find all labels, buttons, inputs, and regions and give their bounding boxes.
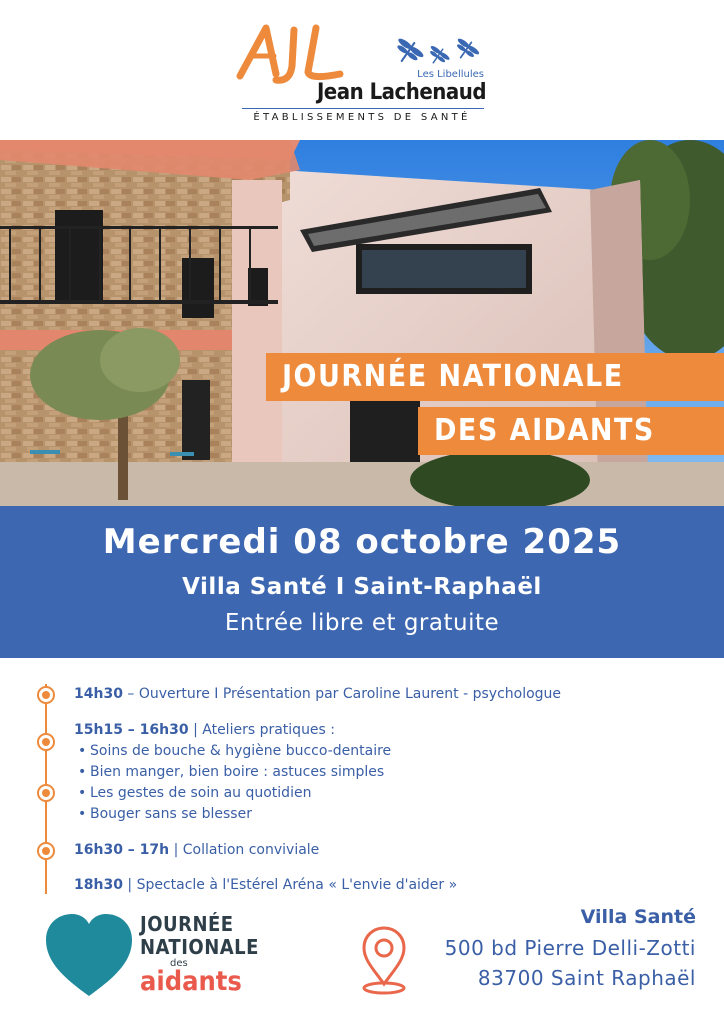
program-separator: –: [122, 686, 139, 702]
program-text: Ouverture I Présentation par Caroline Laurent - psychologue: [138, 686, 562, 702]
jna-line4: aidants: [140, 966, 242, 997]
program-subitem: • Les gestes de soin au quotidien: [90, 785, 311, 801]
event-title-line2: DES AIDANTS: [418, 407, 724, 455]
program-separator: |: [188, 722, 203, 738]
jna-line3: des: [170, 958, 188, 969]
event-date: Mercredi 08 octobre 2025: [102, 522, 622, 562]
timeline-dot: [37, 784, 55, 802]
program-subitem: • Soins de bouche & hygiène bucco-dentaire: [90, 743, 391, 759]
jna-line2: NATIONALE: [140, 935, 259, 959]
program-item: [74, 877, 457, 893]
program-item: [74, 722, 335, 738]
timeline-dot: [37, 733, 55, 751]
program-time: 18h30: [74, 877, 123, 893]
heart-icon: [44, 912, 134, 998]
jna-line1: JOURNÉE: [140, 912, 234, 936]
brand-subtitle: Les Libellules: [417, 69, 484, 80]
program-text: Collation conviviale: [182, 842, 320, 858]
event-title-line1: JOURNÉE NATIONALE: [266, 353, 724, 401]
address-line2: 83700 Saint Raphaël: [477, 966, 696, 990]
program-separator: |: [122, 877, 137, 893]
program-text: Spectacle à l'Estérel Aréna « L'envie d'aider »: [136, 877, 458, 893]
program-subitem: • Bien manger, bien boire : astuces simples: [90, 764, 384, 780]
timeline-dot: [37, 686, 55, 704]
location-pin-icon: [356, 924, 412, 996]
program-item: [74, 842, 319, 858]
dragonfly-icon: [394, 38, 484, 68]
brand-divider: [242, 108, 484, 109]
timeline-dot: [37, 842, 55, 860]
program-separator: |: [169, 842, 183, 858]
program-subitem: • Bouger sans se blesser: [90, 806, 252, 822]
brand-tagline: ÉTABLISSEMENTS DE SANTÉ: [253, 112, 471, 123]
program-item: [74, 686, 561, 702]
ajl-logo: [236, 22, 346, 88]
address-name: Villa Santé: [580, 906, 696, 928]
event-place: Villa Santé I Saint-Raphaël: [182, 574, 542, 600]
event-banner: [0, 506, 724, 658]
program-time: 14h30: [74, 686, 123, 702]
program-text: Ateliers pratiques :: [202, 722, 336, 738]
program-time: 16h30 – 17h: [74, 842, 170, 858]
brand-name: Jean Lachenaud: [316, 80, 486, 105]
address-line1: 500 bd Pierre Delli-Zotti: [444, 936, 696, 960]
event-entry: Entrée libre et gratuite: [224, 610, 500, 636]
program-time: 15h15 – 16h30: [74, 722, 189, 738]
